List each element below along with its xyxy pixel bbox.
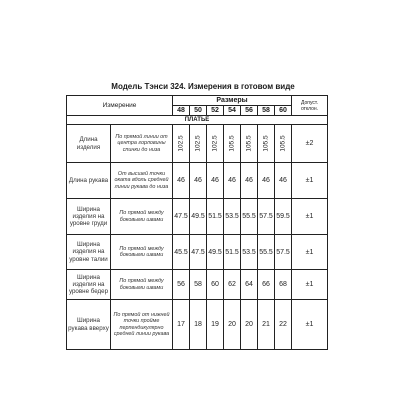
measurement-description: От высшей точки оката вдоль средней линии рукава до низа [111, 163, 173, 199]
table-row [67, 125, 328, 163]
value-cell: 105.5 [224, 125, 241, 163]
value-cell: 51.5 [224, 235, 241, 270]
value-cell: 66 [258, 270, 275, 300]
value-cell: 49.5 [190, 199, 207, 235]
value-cell: 60 [207, 270, 224, 300]
value-cell: 55.5 [241, 199, 258, 235]
sizes-header: Размеры [173, 96, 292, 106]
table-row [67, 163, 328, 199]
size-header: 54 [224, 106, 241, 116]
value-cell: 105.5 [275, 125, 292, 163]
value-cell: 46 [207, 163, 224, 199]
value-cell: 20 [241, 300, 258, 350]
size-header: 56 [241, 106, 258, 116]
measurement-description: По прямой линии от центра горловины спинки до низа [111, 125, 173, 163]
tolerance-cell: ±1 [292, 235, 328, 270]
measurement-description: По прямой между боковыми швами [111, 199, 173, 235]
table-row [67, 235, 328, 270]
size-header: 52 [207, 106, 224, 116]
measurement-description: По прямой от нижней точки пройме перпендикулярно средней линии рукава [111, 300, 173, 350]
size-header: 50 [190, 106, 207, 116]
value-cell: 46 [241, 163, 258, 199]
value-cell: 20 [224, 300, 241, 350]
value-cell: 64 [241, 270, 258, 300]
value-cell: 45.5 [173, 235, 190, 270]
tolerance-cell: ±1 [292, 199, 328, 235]
value-cell: 19 [207, 300, 224, 350]
value-cell: 57.5 [258, 199, 275, 235]
value-cell: 105.5 [241, 125, 258, 163]
value-cell: 49.5 [207, 235, 224, 270]
value-cell: 17 [173, 300, 190, 350]
value-cell: 46 [190, 163, 207, 199]
value-cell: 47.5 [190, 235, 207, 270]
value-cell: 46 [224, 163, 241, 199]
measurement-name: Ширина изделия на уровне груди [67, 199, 111, 235]
value-cell: 105.5 [258, 125, 275, 163]
size-header: 58 [258, 106, 275, 116]
value-cell: 21 [258, 300, 275, 350]
value-cell: 53.5 [224, 199, 241, 235]
value-cell: 57.5 [275, 235, 292, 270]
value-cell: 55.5 [258, 235, 275, 270]
value-cell: 51.5 [207, 199, 224, 235]
measurement-description: По прямой между боковыми швами [111, 270, 173, 300]
table-row [67, 300, 328, 350]
value-cell: 59.5 [275, 199, 292, 235]
tolerance-cell: ±1 [292, 163, 328, 199]
value-cell: 18 [190, 300, 207, 350]
size-header: 60 [275, 106, 292, 116]
section-title: ПЛАТЬЕ [67, 116, 328, 125]
value-cell: 62 [224, 270, 241, 300]
value-cell: 102.5 [173, 125, 190, 163]
value-cell: 68 [275, 270, 292, 300]
measurement-header: Измерение [67, 96, 173, 116]
measurement-name: Длина рукава [67, 163, 111, 199]
tolerance-header: Допуст. отклон. [292, 96, 328, 116]
tolerance-cell: ±1 [292, 270, 328, 300]
value-cell: 102.5 [207, 125, 224, 163]
measurement-name: Ширина изделия на уровне бедер [67, 270, 111, 300]
measurement-name: Длина изделия [67, 125, 111, 163]
measurement-name: Ширина изделия на уровне талии [67, 235, 111, 270]
value-cell: 46 [275, 163, 292, 199]
measurement-table [66, 95, 328, 350]
measurement-description: По прямой между боковыми швами [111, 235, 173, 270]
value-cell: 102.5 [190, 125, 207, 163]
table-row [67, 270, 328, 300]
value-cell: 58 [190, 270, 207, 300]
size-header: 48 [173, 106, 190, 116]
tolerance-cell: ±2 [292, 125, 328, 163]
document-title: Модель Тэнси 324. Измерения в готовом виде [111, 82, 295, 91]
value-cell: 22 [275, 300, 292, 350]
measurement-name: Ширина рукава вверху [67, 300, 111, 350]
table-row [67, 199, 328, 235]
value-cell: 53.5 [241, 235, 258, 270]
value-cell: 46 [258, 163, 275, 199]
value-cell: 56 [173, 270, 190, 300]
tolerance-cell: ±1 [292, 300, 328, 350]
value-cell: 46 [173, 163, 190, 199]
value-cell: 47.5 [173, 199, 190, 235]
